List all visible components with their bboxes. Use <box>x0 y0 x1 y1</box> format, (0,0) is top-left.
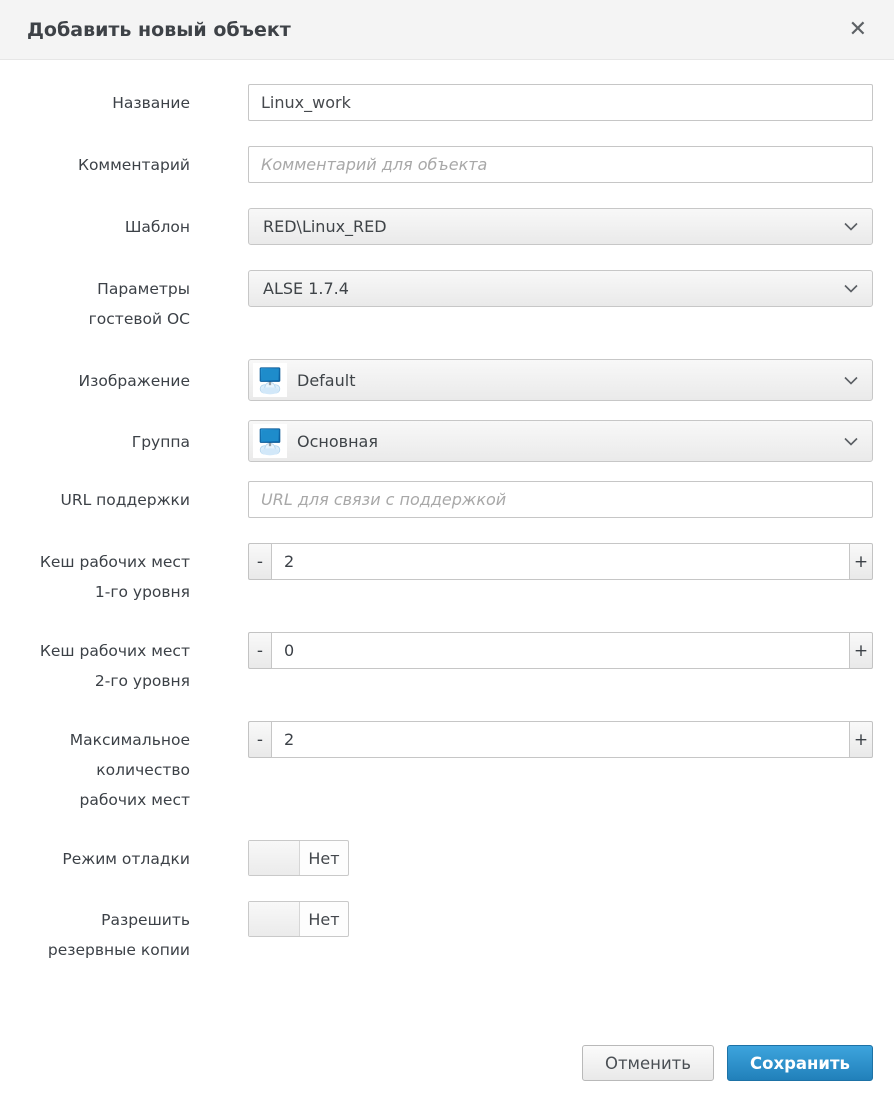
name-label: Название <box>112 94 190 112</box>
template-select[interactable] <box>248 208 873 245</box>
debug-mode-label: Режим отладки <box>62 850 190 868</box>
support-url-input[interactable] <box>248 481 873 518</box>
group-label: Группа <box>131 433 190 451</box>
cache-l1-decrement-button[interactable]: - <box>248 543 271 580</box>
debug-mode-toggle[interactable] <box>248 840 349 876</box>
comment-input[interactable] <box>248 146 873 183</box>
field-row-template <box>0 208 894 245</box>
group-select[interactable] <box>248 420 873 462</box>
field-row-debug-mode <box>0 840 894 876</box>
max-workplaces-decrement-button[interactable]: - <box>248 721 271 758</box>
chevron-down-icon <box>844 376 858 385</box>
field-row-backups <box>0 901 894 965</box>
cache-l2-decrement-button[interactable]: - <box>248 632 271 669</box>
save-button[interactable]: Сохранить <box>727 1045 873 1081</box>
max-workplaces-stepper <box>248 721 873 758</box>
field-row-guest-os <box>0 270 894 334</box>
workstation-cloud-icon <box>253 424 287 458</box>
cache-l1-input[interactable] <box>271 543 850 580</box>
template-label: Шаблон <box>124 218 190 236</box>
debug-mode-toggle-state: Нет <box>308 848 340 868</box>
guest-os-selected-value: ALSE 1.7.4 <box>263 279 349 298</box>
field-row-name <box>0 84 894 121</box>
modal-footer <box>582 1045 873 1081</box>
image-select[interactable] <box>248 359 873 401</box>
field-row-group <box>0 420 894 462</box>
cache-l1-increment-button[interactable]: + <box>850 543 873 580</box>
cache-l2-stepper <box>248 632 873 669</box>
field-row-cache-l2 <box>0 632 894 696</box>
field-row-image <box>0 359 894 401</box>
toggle-handle <box>249 902 300 936</box>
guest-os-label: Параметры гостевой ОС <box>88 280 190 328</box>
max-workplaces-increment-button[interactable]: + <box>850 721 873 758</box>
workstation-cloud-icon <box>253 363 287 397</box>
cache-l2-label: Кеш рабочих мест 2-го уровня <box>39 642 190 690</box>
max-workplaces-label: Максимальное количество рабочих мест <box>69 731 190 809</box>
field-row-support-url <box>0 481 894 518</box>
image-label: Изображение <box>78 372 190 390</box>
group-selected-value: Основная <box>297 431 378 451</box>
guest-os-select[interactable] <box>248 270 873 307</box>
toggle-handle <box>249 841 300 875</box>
close-icon[interactable]: ✕ <box>848 16 867 42</box>
field-row-max-workplaces <box>0 721 894 815</box>
support-url-label: URL поддержки <box>60 491 190 509</box>
backups-toggle-state: Нет <box>308 909 340 929</box>
cache-l1-stepper <box>248 543 873 580</box>
chevron-down-icon <box>844 437 858 446</box>
backups-label: Разрешить резервные копии <box>47 911 190 959</box>
chevron-down-icon <box>844 222 858 231</box>
image-selected-value: Default <box>297 370 356 390</box>
template-selected-value: RED\Linux_RED <box>263 217 387 236</box>
name-input[interactable] <box>248 84 873 121</box>
max-workplaces-input[interactable] <box>271 721 850 758</box>
cancel-button[interactable]: Отменить <box>582 1045 714 1081</box>
backups-toggle[interactable] <box>248 901 349 937</box>
field-row-comment <box>0 146 894 183</box>
modal-body <box>0 60 894 965</box>
comment-label: Комментарий <box>77 156 190 174</box>
chevron-down-icon <box>844 284 858 293</box>
cache-l2-input[interactable] <box>271 632 850 669</box>
modal-title: Добавить новый объект <box>27 18 291 41</box>
cache-l2-increment-button[interactable]: + <box>850 632 873 669</box>
field-row-cache-l1 <box>0 543 894 607</box>
cache-l1-label: Кеш рабочих мест 1-го уровня <box>39 553 190 601</box>
modal-header <box>0 0 894 60</box>
